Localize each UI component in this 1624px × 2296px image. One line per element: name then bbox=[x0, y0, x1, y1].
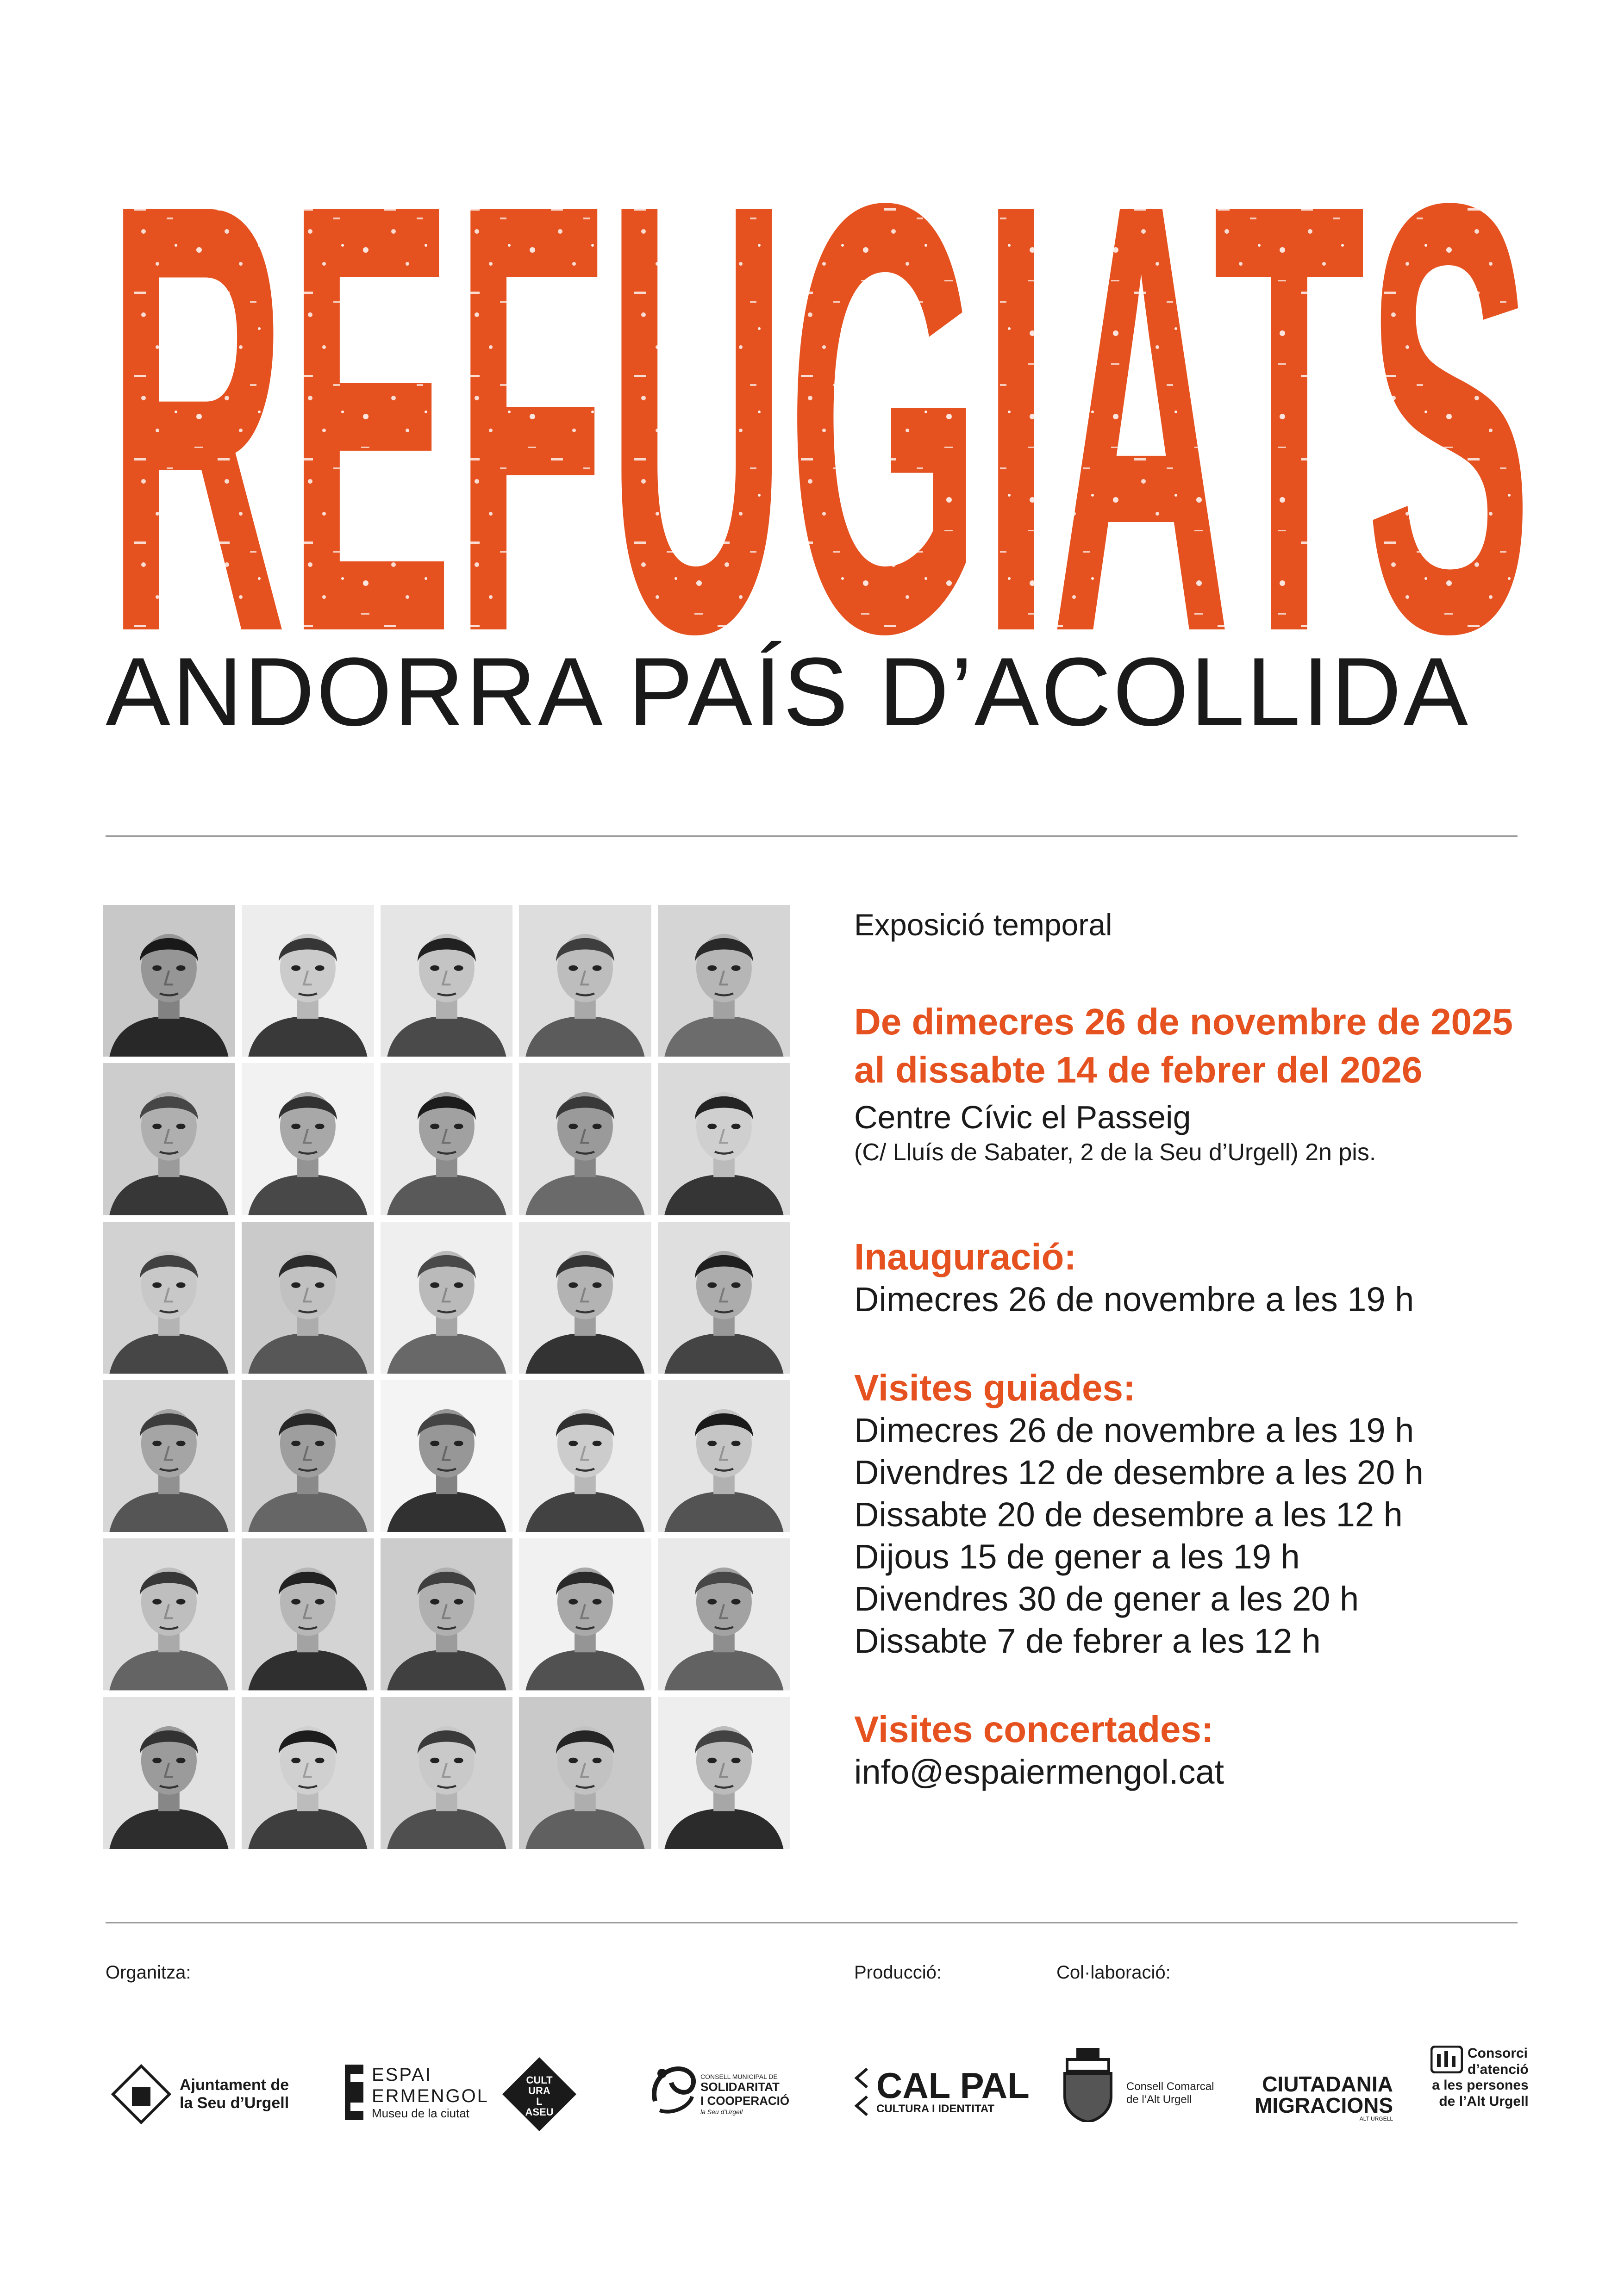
portrait-photo bbox=[381, 1063, 513, 1215]
venue: Centre Cívic el Passeig bbox=[854, 1099, 1191, 1135]
hands-icon bbox=[646, 2055, 701, 2120]
kicker: Exposició temporal bbox=[854, 908, 1112, 942]
portrait-photo bbox=[519, 1380, 651, 1532]
visit-item: Divendres 12 de desembre a les 20 h bbox=[854, 1453, 1424, 1492]
portrait-photo bbox=[103, 1538, 235, 1690]
inauguration-section bbox=[854, 1236, 1549, 1320]
visits-section bbox=[854, 1367, 1549, 1662]
portrait-photo bbox=[103, 1697, 235, 1849]
organitza-label: Organitza: bbox=[106, 1962, 191, 1983]
portrait-photo bbox=[658, 1222, 790, 1374]
logo-text: Ajuntament de bbox=[180, 2076, 289, 2094]
date-line-2: al dissabte 14 de febrer del 2026 bbox=[854, 1049, 1423, 1090]
title-text: REFUGIATS bbox=[106, 153, 1532, 639]
logo-text: CAL PAL bbox=[876, 2065, 1030, 2106]
portrait-photo bbox=[103, 905, 235, 1057]
logo-text: Consell Comarcal bbox=[1126, 2080, 1214, 2093]
logo-text: I COOPERACIÓ bbox=[700, 2094, 790, 2108]
produccio-label: Producció: bbox=[854, 1962, 942, 1983]
portrait-photo bbox=[658, 1697, 790, 1849]
divider-top bbox=[106, 835, 1518, 837]
logo-cal-pal bbox=[854, 2066, 1030, 2117]
portrait-photo bbox=[381, 905, 513, 1057]
logo-text: de l’Alt Urgell bbox=[1439, 2093, 1529, 2109]
portrait-photo bbox=[519, 1222, 651, 1374]
portrait-grid bbox=[103, 905, 790, 1849]
logo-text: SOLIDARITAT bbox=[700, 2080, 780, 2094]
logo-consell-comarcal bbox=[1058, 2046, 1214, 2122]
concerted-heading: Visites concertades: bbox=[854, 1709, 1214, 1750]
coat-of-arms-icon bbox=[111, 2064, 171, 2124]
logo-text: L bbox=[536, 2096, 543, 2108]
logo-text: CULT bbox=[526, 2074, 553, 2086]
portrait-photo bbox=[381, 1380, 513, 1532]
logo-text: la Seu d’Urgell bbox=[700, 2108, 743, 2116]
poster-title bbox=[106, 153, 1532, 639]
visit-item: Divendres 30 de gener a les 20 h bbox=[854, 1580, 1359, 1618]
logo-text: URA bbox=[528, 2085, 550, 2097]
portrait-photo bbox=[519, 1697, 651, 1849]
portrait-photo bbox=[381, 1222, 513, 1374]
logo-text: la Seu d’Urgell bbox=[180, 2094, 289, 2112]
portrait-photo bbox=[242, 1063, 374, 1215]
portrait-photo bbox=[519, 1538, 651, 1690]
logo-text: CULTURA I IDENTITAT bbox=[876, 2103, 995, 2116]
portrait-photo bbox=[658, 905, 790, 1057]
building-icon bbox=[1430, 2046, 1463, 2073]
logo-text: d’atenció bbox=[1468, 2061, 1529, 2077]
visits-heading: Visites guiades: bbox=[854, 1367, 1136, 1409]
logo-text: CIUTADANIA bbox=[1262, 2072, 1393, 2096]
collaboracio-label: Col·laboració: bbox=[1056, 1962, 1171, 1983]
date-line-1: De dimecres 26 de novembre de 2025 bbox=[854, 1001, 1513, 1042]
logo-text: Consorci bbox=[1468, 2046, 1528, 2061]
inauguration-heading: Inauguració: bbox=[854, 1236, 1077, 1277]
portrait-photo bbox=[242, 1222, 374, 1374]
inauguration-text: Dimecres 26 de novembre a les 19 h bbox=[854, 1280, 1414, 1319]
e-mark-icon bbox=[345, 2065, 363, 2120]
portrait-photo bbox=[242, 1538, 374, 1690]
portrait-photo bbox=[242, 1380, 374, 1532]
portrait-photo bbox=[658, 1538, 790, 1690]
portrait-photo bbox=[519, 1063, 651, 1215]
logo-cultura-seu bbox=[502, 2057, 576, 2131]
address: (C/ Lluís de Sabater, 2 de la Seu d’Urgell) 2n pis. bbox=[854, 1139, 1376, 1166]
poster-subtitle: ANDORRA PAÍS D’ACOLLIDA bbox=[106, 637, 1470, 746]
brackets-icon bbox=[854, 2066, 868, 2117]
logo-text: Museu de la ciutat bbox=[372, 2106, 470, 2120]
logo-solidaritat bbox=[646, 2055, 789, 2120]
concerted-section bbox=[854, 1708, 1549, 1793]
logo-text: CONSELL MUNICIPAL DE bbox=[700, 2073, 778, 2081]
logo-text: ERMENGOL bbox=[372, 2086, 489, 2106]
shield-icon bbox=[1058, 2046, 1118, 2122]
portrait-photo bbox=[103, 1380, 235, 1532]
portrait-photo bbox=[103, 1222, 235, 1374]
portrait-photo bbox=[658, 1380, 790, 1532]
visit-item: Dissabte 20 de desembre a les 12 h bbox=[854, 1495, 1403, 1534]
visit-item: Dimecres 26 de novembre a les 19 h bbox=[854, 1411, 1414, 1450]
info-column bbox=[854, 907, 1549, 1793]
logo-text: MIGRACIONS bbox=[1255, 2093, 1393, 2117]
contact-email[interactable]: info@espaiermengol.cat bbox=[854, 1753, 1224, 1792]
logo-text: ALT URGELL bbox=[1359, 2116, 1393, 2122]
logo-text: a les persones bbox=[1432, 2078, 1529, 2093]
logo-text: ASEU bbox=[525, 2106, 554, 2118]
portrait-photo bbox=[103, 1063, 235, 1215]
logo-ajuntament bbox=[111, 2064, 289, 2124]
logo-consorci bbox=[1430, 2046, 1529, 2109]
visit-item: Dijous 15 de gener a les 19 h bbox=[854, 1537, 1300, 1576]
logo-text: ESPAI bbox=[372, 2065, 432, 2085]
divider-bottom bbox=[106, 1922, 1518, 1923]
portrait-photo bbox=[242, 1697, 374, 1849]
portrait-photo bbox=[381, 1697, 513, 1849]
logo-text: de l’Alt Urgell bbox=[1126, 2093, 1192, 2106]
logo-espai-ermengol bbox=[345, 2064, 489, 2121]
logo-ciutadania bbox=[1255, 2073, 1393, 2122]
portrait-photo bbox=[519, 905, 651, 1057]
date-range bbox=[854, 998, 1549, 1094]
visit-item: Dissabte 7 de febrer a les 12 h bbox=[854, 1622, 1321, 1661]
portrait-photo bbox=[381, 1538, 513, 1690]
portrait-photo bbox=[658, 1063, 790, 1215]
portrait-photo bbox=[242, 905, 374, 1057]
